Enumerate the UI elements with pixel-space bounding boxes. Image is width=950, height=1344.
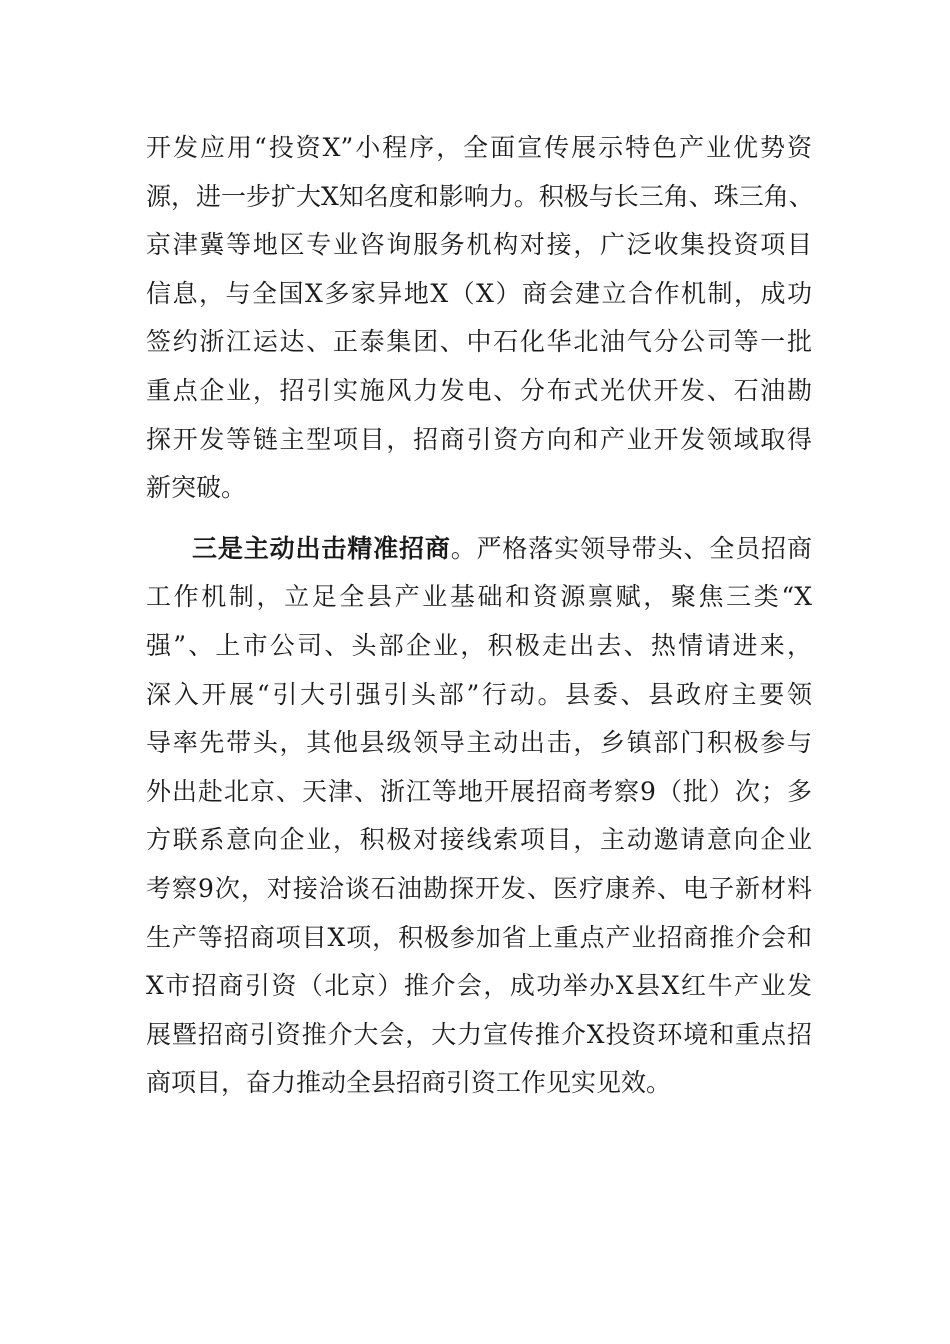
paragraph-1-line: 探开发等链主型项目，招商引资方向和产业开发领域取得 bbox=[146, 424, 812, 454]
paragraph-1-line: 京津冀等地区专业咨询服务机构对接，广泛收集投资项目 bbox=[146, 230, 812, 260]
paragraph-2 bbox=[146, 525, 812, 1108]
paragraph-1-line: 信息，与全国X多家异地X（X）商会建立合作机制，成功 bbox=[146, 278, 812, 308]
paragraph-2-line: 深入开展“引大引强引头部”行动。县委、县政府主要领 bbox=[146, 679, 812, 709]
paragraph-2-line: 商项目，奋力推动全县招商引资工作见实见效。 bbox=[146, 1068, 672, 1098]
paragraph-2-line: X市招商引资（北京）推介会，成功举办X县X红牛产业发 bbox=[146, 971, 812, 1001]
paragraph-1-line: 源，进一步扩大X知名度和影响力。积极与长三角、珠三角、 bbox=[146, 181, 814, 211]
paragraph-2-line: 工作机制，立足全县产业基础和资源禀赋，聚焦三类“X bbox=[146, 582, 812, 612]
document-body bbox=[146, 124, 812, 1108]
paragraph-gap bbox=[146, 513, 812, 525]
paragraph-2-line: 考察9次，对接洽谈石油勘探开发、医疗康养、电子新材料 bbox=[146, 873, 812, 903]
paragraph-2-line: 导率先带头，其他县级领导主动出击，乡镇部门积极参与 bbox=[146, 728, 812, 758]
paragraph-2-lead-heading: 三是主动出击精准招商 bbox=[192, 533, 451, 563]
paragraph-2-line: 方联系意向企业，积极对接线索项目，主动邀请意向企业 bbox=[146, 825, 812, 855]
paragraph-1-line: 签约浙江运达、正泰集团、中石化华北油气分公司等一批 bbox=[146, 327, 812, 357]
paragraph-2-line: 生产等招商项目X项，积极参加省上重点产业招商推介会和 bbox=[146, 922, 812, 952]
paragraph-1-line: 新突破。 bbox=[146, 473, 247, 503]
paragraph-2-first-line bbox=[146, 525, 812, 574]
paragraph-2-first-line-text: 。严格落实领导带头、全员招商 bbox=[450, 533, 812, 563]
paragraph-1-line: 开发应用“投资X”小程序，全面宣传展示特色产业优势资 bbox=[146, 133, 812, 162]
paragraph-2-line: 强”、上市公司、头部企业，积极走出去、热情请进来， bbox=[146, 630, 812, 660]
paragraph-2-line: 展暨招商引资推介大会，大力宣传推介X投资环境和重点招 bbox=[146, 1019, 812, 1049]
paragraph-1 bbox=[146, 124, 812, 513]
paragraph-2-line: 外出赴北京、天津、浙江等地开展招商考察9（批）次；多 bbox=[146, 776, 812, 806]
paragraph-1-line: 重点企业，招引实施风力发电、分布式光伏开发、石油勘 bbox=[146, 375, 812, 405]
